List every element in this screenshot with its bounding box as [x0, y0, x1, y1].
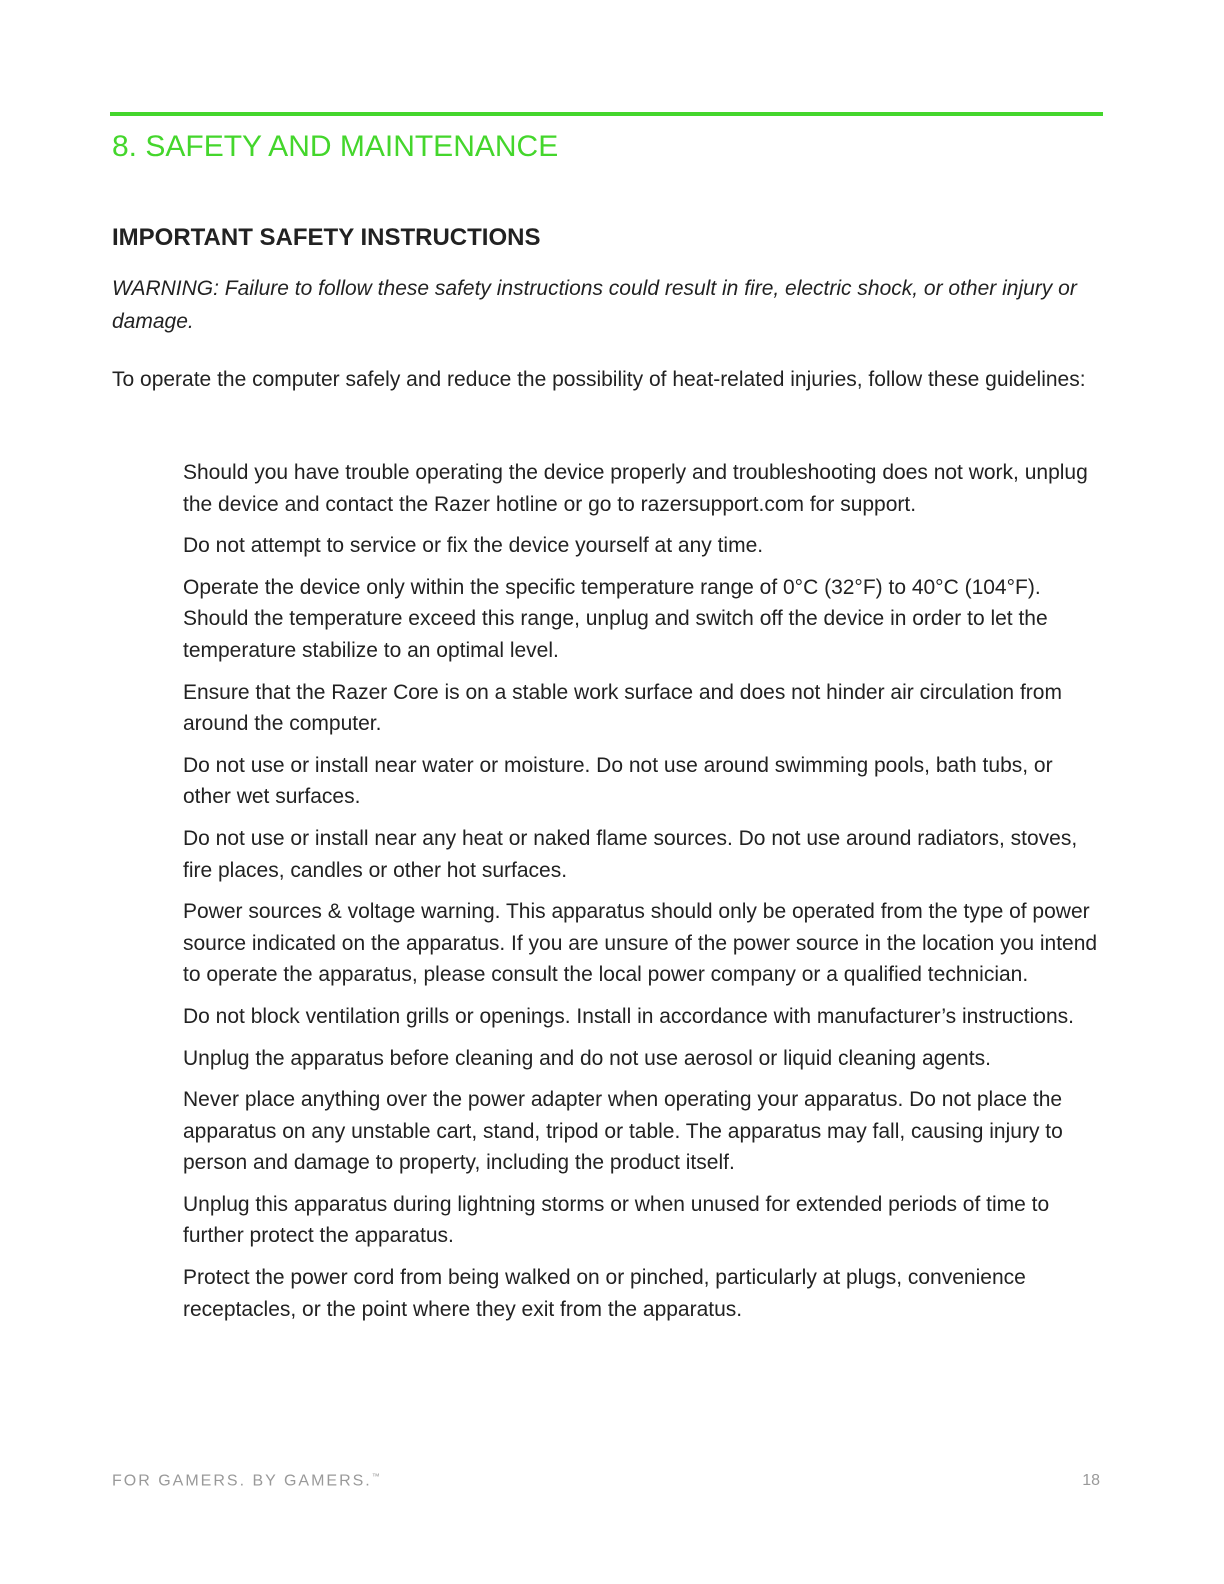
guideline-item: Unplug the apparatus before cleaning and do not use aerosol or liquid cleaning agents. — [183, 1046, 991, 1070]
guideline-item: Operate the device only within the specific temperature range of 0°C (32°F) to 40°C (104°F). Should the temperature exceed this range, unplug and switch off the device in order to let the temperature stabilize to an optimal level. — [183, 575, 1048, 662]
guideline-item: Unplug this apparatus during lightning storms or when unused for extended periods of time to further protect the apparatus. — [183, 1192, 1050, 1248]
guideline-item: Do not use or install near any heat or naked flame sources. Do not use around radiators, stoves, fire places, candles or other hot surfaces. — [183, 826, 1078, 882]
guideline-item: Never place anything over the power adapter when operating your apparatus. Do not place the apparatus on any unstable cart, stand, tripod or table. The apparatus may fall, causing injury to person and damage to property, including the product itself. — [183, 1088, 1063, 1175]
guideline-item: Power sources & voltage warning. This apparatus should only be operated from the type of power source indicated on the apparatus. If you are unsure of the power source in the location you intend to operate the apparatus, please consult the local power company or a qualified technician. — [183, 900, 1098, 987]
guideline-item: Should you have trouble operating the device properly and troubleshooting does not work, unplug the device and contact the Razer hotline or go to razersupport.com for support. — [183, 461, 1088, 516]
section-title: 8. SAFETY AND MAINTENANCE — [112, 130, 559, 163]
section-divider — [110, 112, 1103, 116]
guideline-item: Do not use or install near water or moisture. Do not use around swimming pools, bath tubs, or other wet surfaces. — [183, 753, 1053, 809]
safety-instructions-heading: IMPORTANT SAFETY INSTRUCTIONS — [112, 224, 541, 251]
trademark-symbol: ™ — [371, 1472, 380, 1481]
guideline-item: Ensure that the Razer Core is on a stable work surface and does not hinder air circulation from around the computer. — [183, 680, 1062, 736]
intro-text: To operate the computer safely and reduce the possibility of heat-related injuries, follow these guidelines: — [112, 368, 1086, 391]
footer-tagline — [112, 1472, 380, 1490]
guidelines-list — [183, 457, 1098, 1335]
guideline-item: Do not block ventilation grills or openings. Install in accordance with manufacturer’s instructions. — [183, 1004, 1075, 1028]
page-number: 18 — [1082, 1472, 1100, 1489]
guideline-item: Protect the power cord from being walked on or pinched, particularly at plugs, convenience receptacles, or the point where they exit from the apparatus. — [183, 1266, 1026, 1321]
footer-tagline-text: FOR GAMERS. BY GAMERS. — [112, 1472, 372, 1490]
warning-text: WARNING: Failure to follow these safety instructions could result in fire, electric shock, or other injury or damage. — [112, 277, 1077, 333]
guideline-item: Do not attempt to service or fix the device yourself at any time. — [183, 534, 764, 558]
